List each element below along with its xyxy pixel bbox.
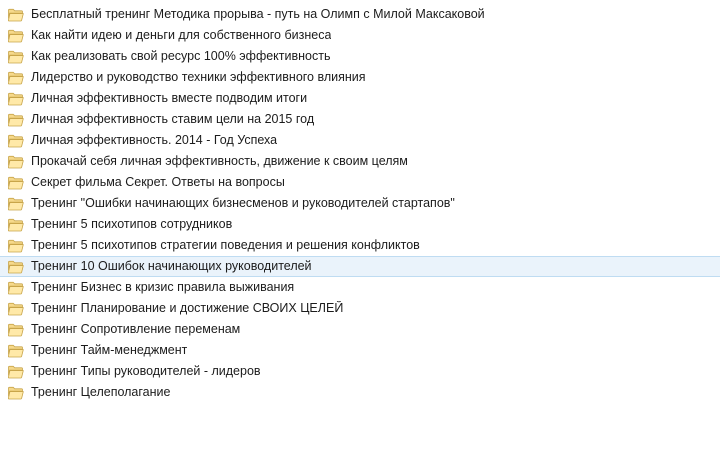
folder-icon — [8, 197, 24, 211]
folder-icon — [8, 29, 24, 43]
folder-icon — [8, 8, 24, 22]
list-item-label: Тренинг 10 Ошибок начинающих руководителей — [31, 259, 312, 273]
folder-icon — [8, 155, 24, 169]
list-item[interactable] — [0, 319, 720, 340]
list-item[interactable] — [0, 4, 720, 25]
list-item-label: Как реализовать свой ресурс 100% эффективность — [31, 49, 331, 63]
folder-icon — [8, 134, 24, 148]
folder-icon — [8, 218, 24, 232]
list-item[interactable] — [0, 130, 720, 151]
list-item-label: Тренинг Целеполагание — [31, 385, 171, 399]
folder-icon — [8, 344, 24, 358]
list-item[interactable] — [0, 298, 720, 319]
list-item[interactable] — [0, 88, 720, 109]
list-item[interactable] — [0, 151, 720, 172]
folder-icon — [8, 71, 24, 85]
folder-icon — [8, 365, 24, 379]
list-item-label: Тренинг "Ошибки начинающих бизнесменов и руководителей стартапов" — [31, 196, 455, 210]
list-item[interactable] — [0, 25, 720, 46]
list-item[interactable] — [0, 67, 720, 88]
folder-icon — [8, 50, 24, 64]
folder-icon — [8, 239, 24, 253]
list-item[interactable] — [0, 382, 720, 403]
list-item[interactable] — [0, 172, 720, 193]
folder-icon — [8, 113, 24, 127]
list-item-label: Тренинг 5 психотипов стратегии поведения и решения конфликтов — [31, 238, 420, 252]
list-item[interactable] — [0, 214, 720, 235]
list-item-label: Тренинг Планирование и достижение СВОИХ ЦЕЛЕЙ — [31, 301, 344, 315]
list-item-label: Бесплатный тренинг Методика прорыва - путь на Олимп с Милой Максаковой — [31, 7, 485, 21]
folder-icon — [8, 281, 24, 295]
list-item[interactable] — [0, 46, 720, 67]
folder-icon — [8, 323, 24, 337]
list-item[interactable] — [0, 256, 720, 277]
folder-icon — [8, 386, 24, 400]
list-item-label: Личная эффективность. 2014 - Год Успеха — [31, 133, 278, 147]
list-item-label: Личная эффективность вместе подводим итоги — [31, 91, 308, 105]
list-item-label: Тренинг Бизнес в кризис правила выживания — [31, 280, 295, 294]
list-item-label: Как найти идею и деньги для собственного бизнеса — [31, 28, 332, 42]
list-item-label: Прокачай себя личная эффективность, движение к своим целям — [31, 154, 408, 168]
list-item-label: Тренинг 5 психотипов сотрудников — [31, 217, 233, 231]
list-item[interactable] — [0, 277, 720, 298]
folder-icon — [8, 260, 24, 274]
list-item-label: Лидерство и руководство техники эффективного влияния — [31, 70, 366, 84]
list-item[interactable] — [0, 109, 720, 130]
list-item[interactable] — [0, 361, 720, 382]
list-item-label: Личная эффективность ставим цели на 2015 год — [31, 112, 315, 126]
folder-icon — [8, 92, 24, 106]
list-item-label: Тренинг Сопротивление переменам — [31, 322, 241, 336]
list-item[interactable] — [0, 193, 720, 214]
list-item-label: Тренинг Типы руководителей - лидеров — [31, 364, 261, 378]
folder-icon — [8, 302, 24, 316]
folder-icon — [8, 176, 24, 190]
list-item[interactable] — [0, 235, 720, 256]
list-item-label: Секрет фильма Секрет. Ответы на вопросы — [31, 175, 285, 189]
list-item-label: Тренинг Тайм-менеджмент — [31, 343, 188, 357]
list-item[interactable] — [0, 340, 720, 361]
